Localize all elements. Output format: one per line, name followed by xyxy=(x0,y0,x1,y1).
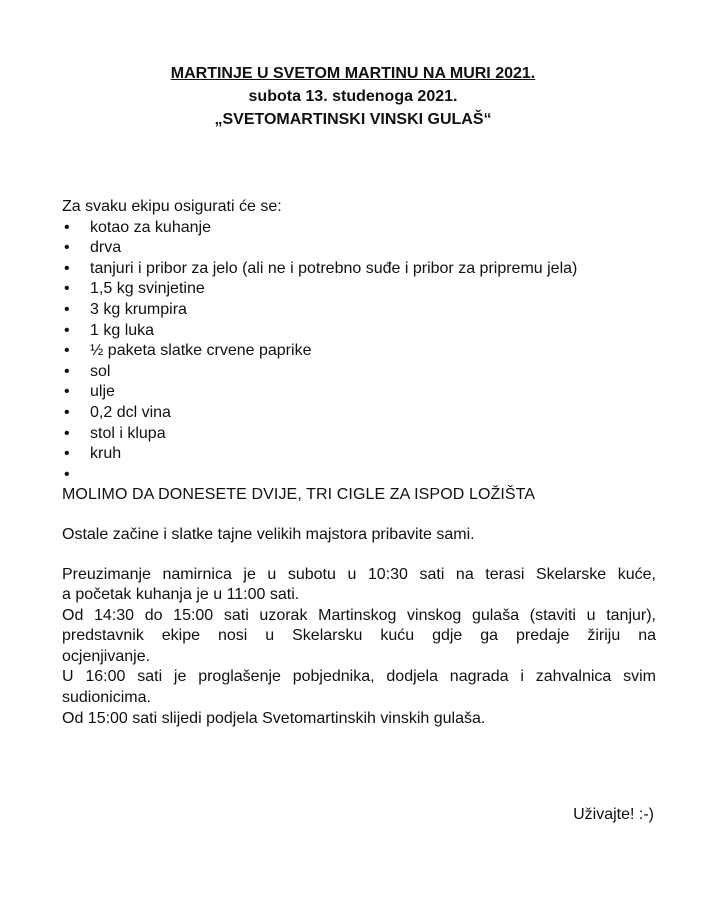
awards-text-line-1: U 16:00 sati je proglašenje pobjednika, dodjela nagrada i zahvalnica svim xyxy=(62,668,656,686)
bullet-icon: • xyxy=(64,403,70,421)
supplies-intro: Za svaku ekipu osigurati će se: xyxy=(62,198,282,215)
list-item-label: stol i klupa xyxy=(90,424,166,442)
bullet-icon: • xyxy=(64,280,70,298)
list-item xyxy=(62,403,656,424)
list-item-label: 1,5 kg svinjetine xyxy=(90,280,205,298)
list-item xyxy=(62,382,656,403)
bricks-notice: MOLIMO DA DONESETE DVIJE, TRI CIGLE ZA ISPOD LOŽIŠTA xyxy=(62,486,536,504)
list-item xyxy=(62,279,656,300)
closing-text: Uživajte! :-) xyxy=(573,806,654,823)
pickup-text-line-2: a početak kuhanja je u 11:00 sati. xyxy=(62,586,300,604)
list-item xyxy=(62,218,656,239)
list-item xyxy=(62,424,656,445)
document-body xyxy=(62,197,656,729)
list-item-label: tanjuri i pribor za jelo (ali ne i potrebno suđe i pribor za pripremu jela) xyxy=(90,259,578,277)
list-item-label: 1 kg luka xyxy=(90,321,155,339)
list-item-label: 0,2 dcl vina xyxy=(90,403,171,421)
distribution-text: Od 15:00 sati slijedi podjela Svetomartinskih vinskih gulaša. xyxy=(62,709,486,727)
sample-text-line-3: ocjenjivanje. xyxy=(62,647,151,665)
bullet-icon: • xyxy=(64,218,70,236)
bullet-icon: • xyxy=(64,424,70,442)
bullet-icon: • xyxy=(64,362,70,380)
list-item xyxy=(62,238,656,259)
bullet-icon: • xyxy=(64,445,70,463)
list-item xyxy=(62,362,656,383)
list-item-label: ulje xyxy=(90,383,115,401)
bullet-icon: • xyxy=(64,465,70,483)
list-item-label: kotao za kuhanje xyxy=(90,218,211,236)
bullet-icon: • xyxy=(64,321,70,339)
document-header xyxy=(0,62,706,131)
bullet-icon: • xyxy=(64,342,70,360)
event-subtitle: „SVETOMARTINSKI VINSKI GULAŠ“ xyxy=(214,111,492,128)
schedule-section xyxy=(62,565,656,730)
bullet-icon: • xyxy=(64,259,70,277)
pickup-text-line-1: Preuzimanje namirnica je u subotu u 10:30 sati na terasi Skelarske kuće, xyxy=(62,565,656,583)
list-item xyxy=(62,321,656,342)
list-item-label: 3 kg krumpira xyxy=(90,300,187,318)
list-item-label: sol xyxy=(90,362,111,380)
bullet-icon: • xyxy=(64,383,70,401)
list-item xyxy=(62,341,656,362)
sample-text-line-2: predstavnik ekipe nosi u Skelarsku kuću gdje ga predaje žiriju na xyxy=(62,627,656,645)
sample-text-line-1: Od 14:30 do 15:00 sati uzorak Martinskog vinskog gulaša (staviti u tanjur), xyxy=(62,606,656,624)
bullet-icon: • xyxy=(64,300,70,318)
list-item-label: ½ paketa slatke crvene paprike xyxy=(90,342,312,360)
list-item-label: kruh xyxy=(90,445,122,463)
list-item xyxy=(62,444,656,465)
event-date: subota 13. studenoga 2021. xyxy=(248,88,458,105)
event-title: MARTINJE U SVETOM MARTINU NA MURI 2021. xyxy=(170,65,536,82)
list-item-label: drva xyxy=(90,239,122,257)
bullet-icon: • xyxy=(64,239,70,257)
list-item xyxy=(62,259,656,280)
supplies-list xyxy=(62,218,656,486)
spices-note: Ostale začine i slatke tajne velikih majstora pribavite sami. xyxy=(62,525,475,543)
list-item xyxy=(62,465,656,486)
list-item xyxy=(62,300,656,321)
awards-text-line-2: sudionicima. xyxy=(62,689,151,707)
